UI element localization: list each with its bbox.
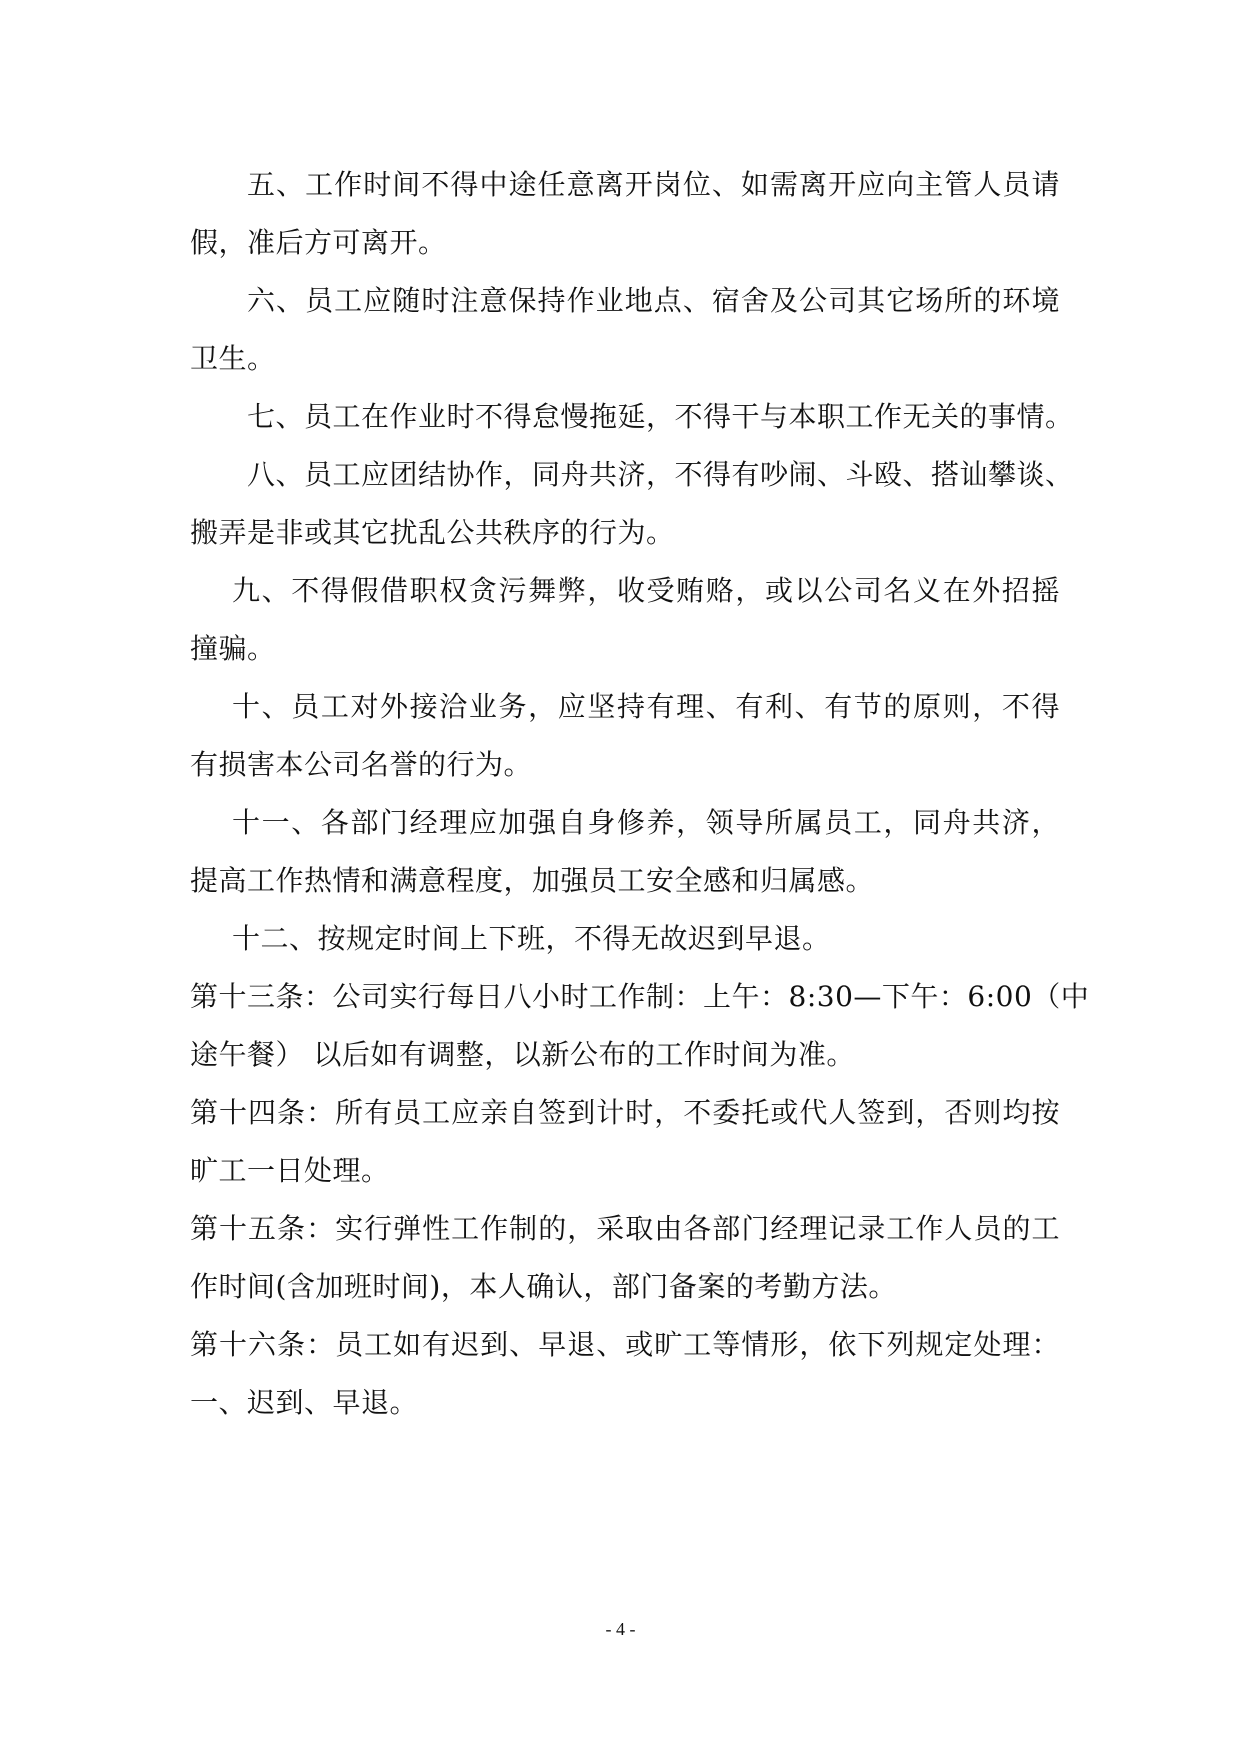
rule-8-line-1: 八、员工应团结协作，同舟共济，不得有吵闹、斗殴、搭讪攀谈、 (247, 458, 1074, 491)
rule-5-line-1: 五、工作时间不得中途任意离开岗位、如需离开应向主管人员请 (247, 168, 1060, 201)
rule-6-line-1: 六、员工应随时注意保持作业地点、宿舍及公司其它场所的环境 (247, 284, 1060, 317)
rule-5-line-2: 假，准后方可离开。 (190, 226, 447, 259)
rule-8-line-2: 搬弄是非或其它扰乱公共秩序的行为。 (190, 516, 675, 549)
rule-7-line-1: 七、员工在作业时不得怠慢拖延，不得干与本职工作无关的事情。 (247, 400, 1074, 433)
rule-10-line-2: 有损害本公司名誉的行为。 (190, 748, 533, 781)
rule-9-line-1: 九、不得假借职权贪污舞弊，收受贿赂，或以公司名义在外招摇 (232, 574, 1060, 607)
article-15-line-1: 第十五条：实行弹性工作制的，采取由各部门经理记录工作人员的工 (190, 1212, 1060, 1245)
rule-11-line-1: 十一、各部门经理应加强自身修养，领导所属员工，同舟共济， (232, 806, 1060, 839)
article-13-line-1: 第十三条：公司实行每日八小时工作制：上午：8:30—下午：6:00（中 (190, 980, 1090, 1013)
article-16-line-1: 第十六条：员工如有迟到、早退、或旷工等情形，依下列规定处理： (190, 1328, 1060, 1361)
article-16-item-1: 一、迟到、早退。 (190, 1386, 419, 1419)
rule-12-line-1: 十二、按规定时间上下班，不得无故迟到早退。 (232, 922, 831, 955)
rule-11-line-2: 提高工作热情和满意程度，加强员工安全感和归属感。 (190, 864, 875, 897)
rule-10-line-1: 十、员工对外接洽业务，应坚持有理、有利、有节的原则，不得 (232, 690, 1060, 723)
page-number: - 4 - (605, 1619, 636, 1639)
article-14-line-2: 旷工一日处理。 (190, 1154, 390, 1187)
article-15-line-2: 作时间(含加班时间)，本人确认，部门备案的考勤方法。 (190, 1270, 897, 1303)
rule-9-line-2: 撞骗。 (190, 632, 276, 665)
article-13-line-2: 途午餐） 以后如有调整，以新公布的工作时间为准。 (190, 1038, 855, 1071)
article-14-line-1: 第十四条：所有员工应亲自签到计时，不委托或代人签到，否则均按 (190, 1096, 1060, 1129)
rule-6-line-2: 卫生。 (190, 342, 276, 375)
